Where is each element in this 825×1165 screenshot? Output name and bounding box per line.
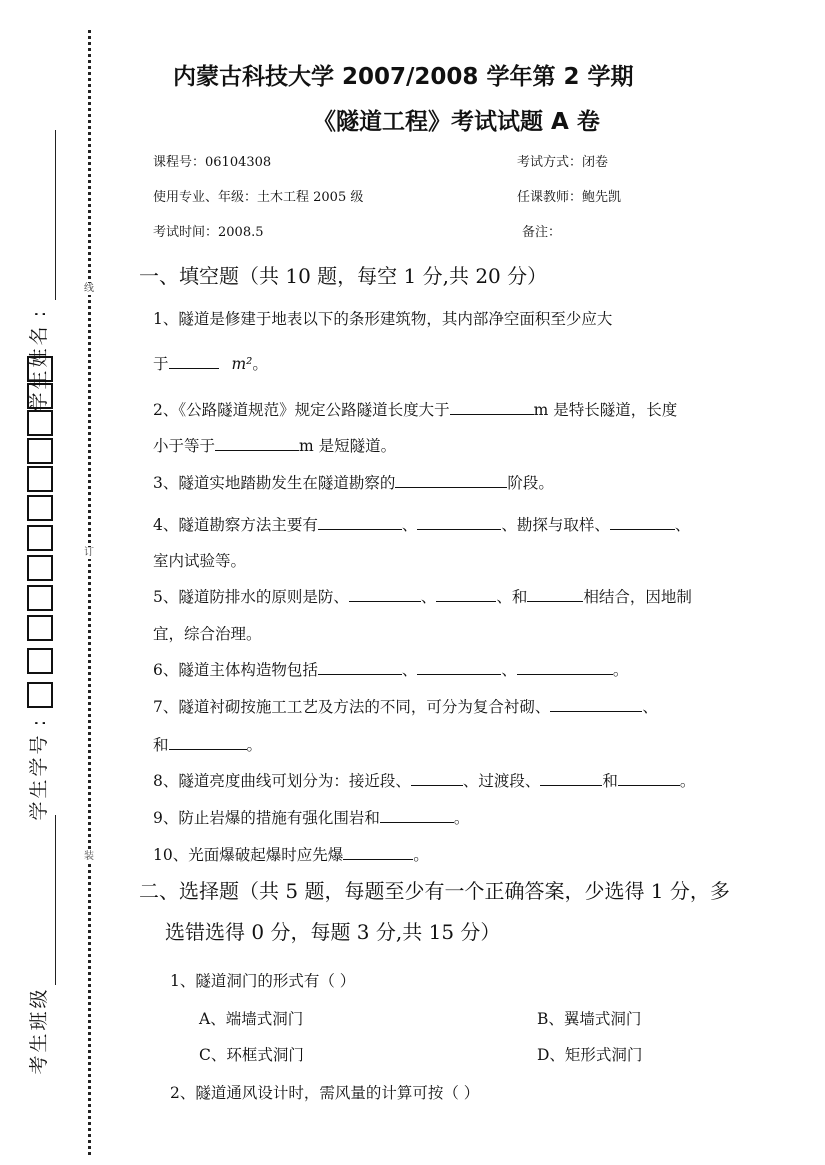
id-box[interactable] bbox=[27, 525, 53, 551]
id-box[interactable] bbox=[27, 682, 53, 708]
id-box[interactable] bbox=[27, 648, 53, 674]
answer-blank[interactable] bbox=[318, 515, 402, 530]
exam-title-line1: 内蒙古科技大学 2007/2008 学年第 2 学期 bbox=[173, 64, 634, 90]
major-grade: 使用专业、年级：土木工程 2005 级 bbox=[153, 190, 364, 205]
answer-blank[interactable] bbox=[610, 515, 675, 530]
binding-dotted-line bbox=[88, 30, 91, 1155]
exam-time: 考试时间：2008.5 bbox=[153, 225, 264, 240]
id-box[interactable] bbox=[27, 438, 53, 464]
answer-blank[interactable] bbox=[169, 354, 219, 369]
name-write-line[interactable] bbox=[55, 130, 56, 300]
exam-mode: 考试方式：闭卷 bbox=[517, 155, 609, 170]
teacher: 任课教师：鲍先凯 bbox=[517, 190, 622, 205]
id-box[interactable] bbox=[27, 356, 53, 382]
student-name-label: : 名 姓 生 学 bbox=[28, 310, 50, 412]
answer-blank[interactable] bbox=[169, 735, 247, 750]
question-9: 9、防止岩爆的措施有强化围岩和 。 bbox=[153, 809, 470, 827]
binding-mark-staple: 订 bbox=[84, 547, 94, 558]
answer-blank[interactable] bbox=[343, 845, 413, 860]
binding-mark-line: 线 bbox=[84, 283, 94, 294]
question-6: 6、隧道主体构造物包括 、 、 。 bbox=[153, 661, 629, 679]
question-4-line2: 室内试验等。 bbox=[153, 552, 247, 570]
remarks: 备注： bbox=[522, 225, 562, 240]
question-1-line2: 于 m²。 bbox=[153, 355, 268, 373]
section1-title: 一、填空题（共 10 题，每空 1 分,共 20 分） bbox=[139, 264, 548, 288]
answer-blank[interactable] bbox=[436, 587, 496, 602]
question-3: 3、隧道实地踏勘发生在隧道勘察的 阶段。 bbox=[153, 474, 554, 492]
id-box[interactable] bbox=[27, 466, 53, 492]
id-box[interactable] bbox=[27, 555, 53, 581]
exam-title-line2: 《隧道工程》考试试题 A 卷 bbox=[313, 109, 600, 135]
student-id-label: : 号 学 生 学 bbox=[28, 719, 50, 821]
mc-question-1: 1、隧道洞门的形式有（ ） bbox=[170, 972, 356, 990]
question-1-line1: 1、隧道是修建于地表以下的条形建筑物，其内部净空面积至少应大 bbox=[153, 310, 613, 328]
class-label: 级 班 生 考 bbox=[28, 989, 50, 1075]
question-10: 10、光面爆破起爆时应先爆 。 bbox=[153, 846, 429, 864]
id-write-line[interactable] bbox=[55, 815, 56, 985]
answer-blank[interactable] bbox=[395, 473, 507, 488]
mc-option-d[interactable]: D、矩形式洞门 bbox=[537, 1046, 643, 1064]
question-5-line1: 5、隧道防排水的原则是防、 、 、和 相结合，因地制 bbox=[153, 588, 692, 606]
question-4-line1: 4、隧道勘察方法主要有 、 、勘探与取样、 、 bbox=[153, 516, 691, 534]
mc-option-c[interactable]: C、环框式洞门 bbox=[199, 1046, 304, 1064]
mc-option-b[interactable]: B、翼墙式洞门 bbox=[537, 1010, 642, 1028]
id-box[interactable] bbox=[27, 495, 53, 521]
id-box[interactable] bbox=[27, 383, 53, 409]
question-7-line1: 7、隧道衬砌按施工工艺及方法的不同，可分为复合衬砌、 、 bbox=[153, 698, 658, 716]
question-2-line2: 小于等于 m 是短隧道。 bbox=[153, 437, 397, 455]
unit-m2: m² bbox=[231, 355, 253, 373]
answer-blank[interactable] bbox=[318, 660, 402, 675]
course-number: 课程号：06104308 bbox=[153, 155, 272, 170]
section2-title-line2: 选错选得 0 分，每题 3 分,共 15 分） bbox=[165, 920, 501, 944]
answer-blank[interactable] bbox=[550, 697, 642, 712]
answer-blank[interactable] bbox=[380, 808, 454, 823]
mc-question-2: 2、隧道通风设计时，需风量的计算可按（ ） bbox=[170, 1084, 480, 1102]
question-2-line1: 2、《公路隧道规范》规定公路隧道长度大于 m 是特长隧道，长度 bbox=[153, 401, 678, 419]
question-7-line2: 和 。 bbox=[153, 736, 263, 754]
answer-blank[interactable] bbox=[215, 436, 299, 451]
id-box[interactable] bbox=[27, 615, 53, 641]
answer-blank[interactable] bbox=[417, 515, 501, 530]
answer-blank[interactable] bbox=[618, 771, 680, 786]
section2-title-line1: 二、选择题（共 5 题，每题至少有一个正确答案，少选得 1 分，多 bbox=[139, 879, 730, 903]
mc-option-a[interactable]: A、端墙式洞门 bbox=[199, 1010, 304, 1028]
id-box[interactable] bbox=[27, 585, 53, 611]
answer-blank[interactable] bbox=[417, 660, 501, 675]
id-box[interactable] bbox=[27, 410, 53, 436]
answer-blank[interactable] bbox=[349, 587, 421, 602]
answer-blank[interactable] bbox=[411, 771, 463, 786]
question-5-line2: 宜，综合治理。 bbox=[153, 625, 262, 643]
answer-blank[interactable] bbox=[527, 587, 583, 602]
binding-mark-bind: 装 bbox=[84, 851, 94, 862]
answer-blank[interactable] bbox=[540, 771, 602, 786]
question-8: 8、隧道亮度曲线可划分为：接近段、 、过渡段、 和 。 bbox=[153, 772, 696, 790]
answer-blank[interactable] bbox=[450, 400, 534, 415]
answer-blank[interactable] bbox=[517, 660, 613, 675]
